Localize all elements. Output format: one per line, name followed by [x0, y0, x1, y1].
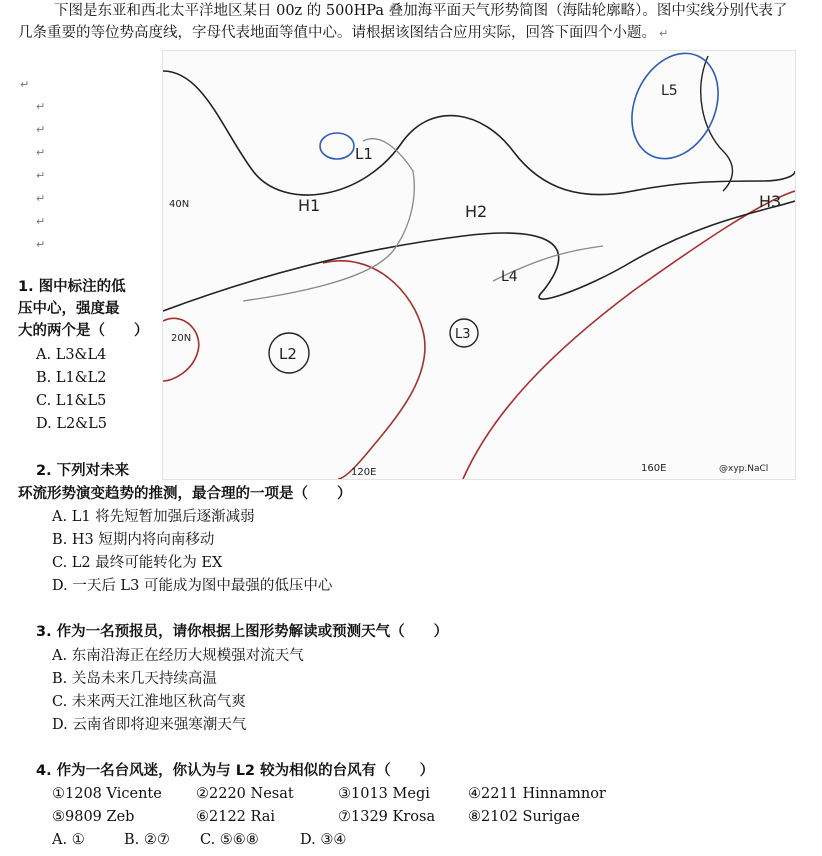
isoline-red-west	[323, 261, 425, 479]
q2-option-d[interactable]: D. 一天后 L3 可能成为图中最强的低压中心	[52, 578, 333, 594]
q2-stem-line1: 2. 下列对未来	[36, 463, 130, 479]
q2-option-b[interactable]: B. H3 短期内将向南移动	[52, 532, 215, 548]
paragraph-mark: ↵	[36, 123, 46, 136]
q3-option-b[interactable]: B. 关岛未来几天持续高温	[52, 671, 217, 687]
q1-option-d[interactable]: D. L2&L5	[36, 416, 107, 432]
q2-option-c[interactable]: C. L2 最终可能转化为 EX	[52, 555, 223, 571]
intro-paragraph: 下图是东亚和西北太平洋地区某日 00z 的 500HPa 叠加海平面天气形势简图（海陆轮廓略）。图中实线分别代表了几条重要的等位势高度线，字母代表地面等值中心。请根据该图结合应用实际，回答下面四个小题。 ↵	[18, 3, 788, 41]
q4-option-c[interactable]: C. ⑤⑥⑧	[200, 832, 259, 848]
l5-contour	[616, 51, 735, 173]
q4-item-6: ⑥2122 Rai	[196, 809, 276, 825]
lon-120e: 120E	[351, 467, 377, 478]
q4-item-3: ③1013 Megi	[338, 786, 430, 802]
weather-map	[162, 50, 796, 480]
label-l2: L2	[279, 345, 297, 363]
q3-option-c[interactable]: C. 未来两天江淮地区秋高气爽	[52, 694, 246, 710]
label-h2: H2	[465, 202, 488, 221]
q3-option-a[interactable]: A. 东南沿海正在经历大规模强对流天气	[52, 648, 304, 664]
q4-item-4: ④2211 Hinnamnor	[468, 786, 606, 802]
q4-option-a[interactable]: A. ①	[52, 832, 85, 848]
paragraph-mark: ↵	[20, 78, 30, 91]
q4-option-b[interactable]: B. ②⑦	[124, 832, 170, 848]
q3-stem: 3. 作为一名预报员，请你根据上图形势解读或预测天气（ ）	[36, 624, 449, 640]
label-l1: L1	[355, 145, 373, 163]
isoline-black-east	[701, 56, 733, 191]
q4-option-d[interactable]: D. ③④	[300, 832, 347, 848]
q1-stem-line2: 压中心，强度最	[18, 301, 120, 317]
l1-contour	[320, 133, 354, 159]
paragraph-mark: ↵	[36, 192, 46, 205]
paragraph-mark: ↵	[36, 169, 46, 182]
map-credit: @xyp.NaCl	[719, 464, 769, 474]
q2-stem-line2: 环流形势演变趋势的推测，最合理的一项是（ ）	[18, 486, 352, 502]
isoline-red-southwest	[163, 318, 199, 381]
label-l4: L4	[501, 269, 518, 285]
q1-option-c[interactable]: C. L1&L5	[36, 393, 107, 409]
lat-40n: 40N	[169, 199, 190, 210]
paragraph-mark: ↵	[36, 100, 46, 113]
isoline-red-south	[463, 191, 795, 479]
q4-item-7: ⑦1329 Krosa	[338, 809, 436, 825]
q4-item-8: ⑧2102 Surigae	[468, 809, 580, 825]
label-h1: H1	[298, 196, 321, 215]
q4-item-2: ②2220 Nesat	[196, 786, 294, 802]
paragraph-mark: ↵	[36, 215, 46, 228]
lat-20n: 20N	[171, 333, 192, 344]
lon-160e: 160E	[641, 463, 667, 474]
label-l3: L3	[455, 327, 471, 342]
q1-stem-line1: 1. 图中标注的低	[18, 279, 126, 295]
paragraph-mark: ↵	[36, 146, 46, 159]
label-l5: L5	[661, 83, 678, 99]
q1-option-b[interactable]: B. L1&L2	[36, 370, 107, 386]
q4-item-1: ①1208 Vicente	[52, 786, 162, 802]
q1-stem-line3: 大的两个是（ ）	[18, 323, 149, 339]
q4-item-5: ⑤9809 Zeb	[52, 809, 135, 825]
q3-option-d[interactable]: D. 云南省即将迎来强寒潮天气	[52, 717, 247, 733]
paragraph-mark: ↵	[36, 238, 46, 251]
q1-option-a[interactable]: A. L3&L4	[36, 347, 107, 363]
q2-option-a[interactable]: A. L1 将先短暂加强后逐渐减弱	[52, 509, 255, 525]
q4-stem: 4. 作为一名台风迷，你认为与 L2 较为相似的台风有（ ）	[36, 763, 435, 779]
label-h3: H3	[759, 192, 782, 211]
